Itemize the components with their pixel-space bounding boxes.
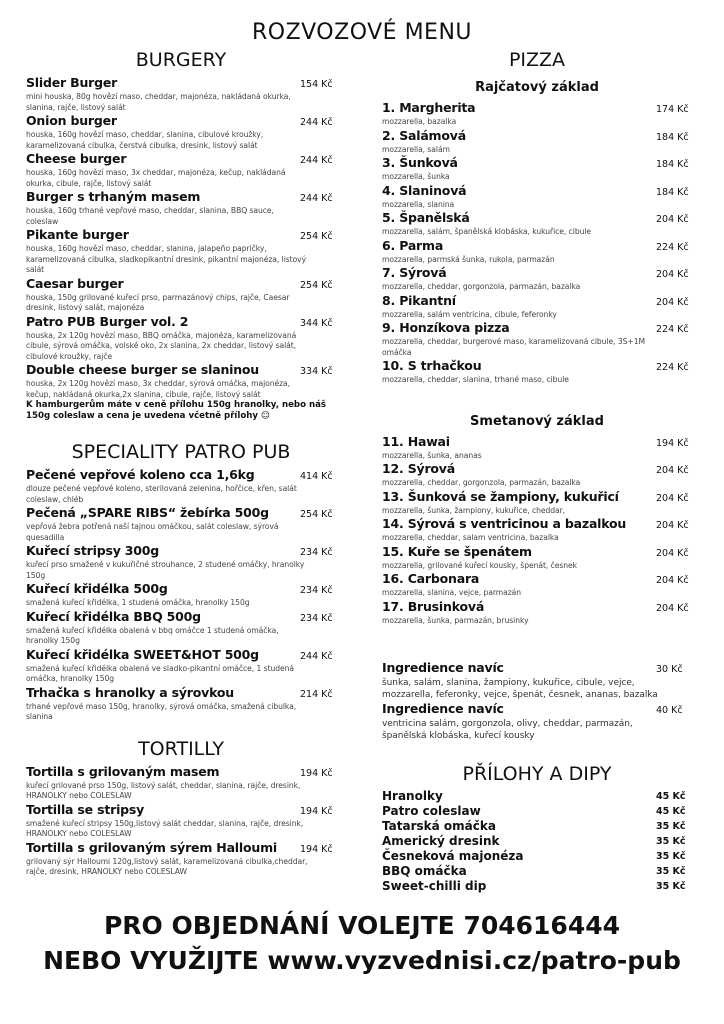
footer-website: NEBO VYUŽIJTE www.vyzvednisi.cz/patro-pub <box>43 946 681 975</box>
menu-item-description: mozzarella, šunka <box>382 172 450 181</box>
menu-item-price: 204 Kč <box>656 492 689 504</box>
menu-item-description: houska, 160g hovězí maso, cheddar, slanina, jalapeño papričky, karamelizovaná cibulka, sladkopikantní dresink, pikantní majonéza, listový salát <box>26 244 307 274</box>
menu-item <box>382 100 692 128</box>
menu-item-price: 244 Kč <box>300 193 333 204</box>
side-item-price: 35 Kč <box>656 881 686 892</box>
menu-item-name: Double cheese burger se slaninou <box>26 362 260 377</box>
menu-item <box>382 599 692 627</box>
pizza-cream-list <box>382 434 692 627</box>
menu-item-name: 5. Španělská <box>382 210 470 225</box>
menu-item <box>382 434 692 462</box>
menu-item-name: Tortilla s grilovaným masem <box>26 763 220 779</box>
menu-item <box>26 609 336 647</box>
menu-item-description: smažené kuřecí stripsy 150g,listový salát cheddar, slanina, rajče, dresink, HRANOLKY nebo COLESLAW <box>26 818 304 838</box>
menu-item-header <box>26 189 336 206</box>
menu-item <box>26 467 336 505</box>
menu-item-price: 184 Kč <box>656 186 689 198</box>
subsection-title-tomato: Rajčatový základ <box>475 80 599 95</box>
menu-item-header <box>26 276 336 293</box>
menu-item-description: mozzarella, salám <box>382 144 450 154</box>
menu-item-description: mozzarella, slanina, vejce, parmazán <box>382 588 522 597</box>
menu-item-price: 334 Kč <box>300 366 333 377</box>
menu-item <box>382 544 692 572</box>
menu-item-name: Tortilla s grilovaným sýrem Halloumi <box>26 839 277 855</box>
menu-item-name: 6. Parma <box>382 237 444 253</box>
menu-item-header <box>26 647 336 664</box>
right-column <box>382 48 692 894</box>
menu-item-header <box>26 609 336 626</box>
menu-item-header <box>382 265 692 282</box>
menu-item-name: Ingredience navíc <box>382 660 504 675</box>
menu-item <box>382 701 692 742</box>
menu-item <box>382 660 692 701</box>
menu-item-description: grilovaný sýr Halloumi 120g,listový salát, karamelizovaná cibulka,cheddar, rajče, dresink, HRANOLKY nebo COLESLAW <box>26 856 308 876</box>
menu-item-header <box>382 238 692 255</box>
menu-item-description: mozzarella, cheddar, gorgonzola, parmazán, bazalka <box>382 282 581 291</box>
menu-item-price: 234 Kč <box>300 612 333 624</box>
menu-item-price: 244 Kč <box>300 117 333 128</box>
menu-item-price: 244 Kč <box>300 650 333 662</box>
menu-item-header <box>26 113 336 130</box>
menu-item-header <box>382 489 692 506</box>
menu-item-header <box>382 544 692 561</box>
side-item <box>382 804 692 819</box>
menu-item-header <box>26 227 336 244</box>
side-item-price: 35 Kč <box>656 836 686 847</box>
menu-item-name: 9. Honzíkova pizza <box>382 320 510 335</box>
menu-item-description: šunka, salám, slanina, žampiony, kukuřice, cibule, vejce, mozzarella, feferonky, vejce, špenát, česnek, ananas, bazalka <box>382 678 658 700</box>
menu-item-price: 254 Kč <box>300 509 333 520</box>
menu-item-description: houska, 160g trhané vepřové maso, cheddar, slanina, BBQ sauce, coleslaw <box>26 206 274 226</box>
menu-item-description: mozzarella, šunka, parmazán, brusinky <box>382 615 529 625</box>
side-item-name: Americký dresink <box>382 834 500 848</box>
side-item <box>382 864 692 879</box>
menu-item-header <box>26 581 336 598</box>
menu-item <box>382 293 692 321</box>
menu-item-header <box>26 314 336 331</box>
menu-item-description: kuřecí grilované prso 150g, listový salát, cheddar, slanina, rajče, dresink, HRANOLKY nebo COLESLAW <box>26 780 301 800</box>
menu-item <box>26 227 336 276</box>
menu-item-name: 4. Slaninová <box>382 182 467 198</box>
side-item-price: 35 Kč <box>656 851 686 862</box>
menu-item-name: Kuřecí křidélka SWEET&HOT 500g <box>26 646 259 662</box>
menu-item <box>26 189 336 227</box>
side-item <box>382 834 692 849</box>
menu-item <box>26 764 336 802</box>
tortilly-list <box>26 764 336 878</box>
menu-item-header <box>382 434 692 451</box>
menu-item-description: houska, 150g grilované kuřecí prso, parmazánový chips, rajče, Caesar dresink, listový salát, majonéza <box>26 292 290 312</box>
menu-item <box>26 314 336 363</box>
extras-list <box>382 660 692 742</box>
section-title-burgery: BURGERY <box>135 49 227 71</box>
menu-item-description: trhané vepřové maso 150g, hranolky, sýrová omáčka, smažená cibulka, slanina <box>26 701 297 721</box>
menu-item <box>382 155 692 183</box>
menu-item-name: 7. Sýrová <box>382 265 447 280</box>
menu-item <box>26 543 336 581</box>
menu-item-price: 204 Kč <box>656 465 689 476</box>
menu-item-name: Ingredience navíc <box>382 701 504 716</box>
menu-item-price: 194 Kč <box>656 437 689 449</box>
section-title-tortilly: TORTILLY <box>138 737 224 760</box>
menu-item-description: smažená kuřecí křidélka, 1 studená omáčka, hranolky 150g <box>26 598 250 607</box>
menu-item-name: Trhačka s hranolky a sýrovkou <box>26 684 234 700</box>
burger-side-note: K hamburgerům máte v ceně přílohu 150g hranolky, nebo náš 150g coleslaw a cena je uvedena včetně přílohy ☺ <box>26 400 327 421</box>
menu-item <box>382 210 692 238</box>
menu-item-name: 8. Pikantní <box>382 292 456 308</box>
menu-item <box>26 75 336 113</box>
menu-item-price: 204 Kč <box>656 547 689 559</box>
burgery-list <box>26 75 336 400</box>
menu-item-description: mozzarella, šunka, ananas <box>382 450 482 460</box>
menu-item-header <box>382 100 692 117</box>
menu-item-header <box>382 358 692 375</box>
menu-item-price: 234 Kč <box>300 585 333 596</box>
menu-item-name: Tortilla se stripsy <box>26 801 145 817</box>
menu-item-name: 3. Šunková <box>382 155 458 170</box>
menu-item <box>26 505 336 543</box>
menu-item-header <box>26 840 336 857</box>
menu-item-header <box>26 467 336 484</box>
menu-item-description: vepřová žebra potřená naší tajnou omáčkou, salát coleslaw, sýrová quesadilla <box>26 522 279 542</box>
menu-item-description: mozzarella, salám ventricina, cibule, feferonky <box>382 309 557 319</box>
menu-item <box>26 276 336 314</box>
menu-item-price: 174 Kč <box>656 104 689 115</box>
side-item-name: Česneková majonéza <box>382 849 524 863</box>
menu-item-description: mozzarella, parmská šunka, rukola, parmazán <box>382 254 555 264</box>
speciality-list <box>26 467 336 723</box>
side-item-price: 35 Kč <box>656 866 686 877</box>
menu-item-price: 204 Kč <box>656 575 689 586</box>
menu-item-price: 194 Kč <box>300 843 333 855</box>
menu-item-header <box>26 764 336 781</box>
menu-item-price: 204 Kč <box>656 269 689 280</box>
menu-item-name: 13. Šunková se žampiony, kukuřicí <box>382 488 619 504</box>
menu-item-price: 214 Kč <box>300 688 333 700</box>
menu-item-name: 15. Kuře se špenátem <box>382 543 532 559</box>
menu-item-header <box>26 505 336 522</box>
menu-item-name: Kuřecí stripsy 300g <box>26 543 160 558</box>
menu-item-header <box>382 293 692 310</box>
pizza-tomato-list <box>382 100 692 386</box>
menu-item-header <box>382 599 692 616</box>
menu-item <box>26 685 336 723</box>
menu-item-name: Burger s trhaným masem <box>26 189 201 204</box>
menu-item-name: 16. Carbonara <box>382 571 480 586</box>
menu-item <box>26 151 336 189</box>
menu-item-header <box>382 128 692 145</box>
menu-item-header <box>382 210 692 227</box>
menu-item-name: Pikante burger <box>26 227 129 242</box>
menu-title: ROZVOZOVÉ MENU <box>251 20 473 45</box>
menu-item-header <box>382 320 692 337</box>
menu-item-name: Cheese burger <box>26 151 127 166</box>
menu-item-description: mozzarella, šunka, žampiony, kukuřice, cheddar, <box>382 505 566 515</box>
menu-item-description: mozzarella, cheddar, salam ventricina, bazalka <box>382 533 559 542</box>
menu-item <box>26 647 336 685</box>
menu-item-name: Pečená „SPARE RIBS“ žebírka 500g <box>26 505 269 520</box>
sides-list <box>382 789 692 894</box>
menu-item-price: 204 Kč <box>656 520 689 531</box>
section-title-sides: PŘÍLOHY A DIPY <box>462 763 612 785</box>
side-item-name: Patro coleslaw <box>382 804 481 818</box>
menu-item-description: houska, 2x 120g hovězí maso, BBQ omáčka, majonéza, karamelizovaná cibule, sýrová omáčka, volské oko, 2x slanina, 2x cheddar, listový salát, cibulové kroužky, rajče <box>26 330 297 361</box>
menu-item-name: 10. S trhačkou <box>382 358 482 373</box>
menu-item-price: 204 Kč <box>656 214 689 225</box>
menu-item-description: mini houska, 80g hovězí maso, cheddar, majonéza, nakládaná okurka, slanina, rajče, listový salát <box>26 92 291 112</box>
menu-item <box>382 320 692 358</box>
menu-item-price: 414 Kč <box>300 471 333 482</box>
menu-item-price: 344 Kč <box>300 317 333 329</box>
menu-item-header <box>382 516 692 533</box>
menu-item-header <box>382 183 692 200</box>
menu-item-header <box>26 75 336 92</box>
menu-item-price: 40 Kč <box>656 705 683 716</box>
side-item-name: Tatarská omáčka <box>382 819 496 833</box>
section-title-speciality: SPECIALITY PATRO PUB <box>71 441 291 463</box>
menu-item-description: mozzarella, bazalka <box>382 117 457 126</box>
menu-item <box>26 840 336 878</box>
side-item <box>382 849 692 864</box>
menu-item-header <box>382 701 692 718</box>
menu-item-description: kuřecí prso smažené v kukuřičné strouhance, 2 studené omáčky, hranolky 150g <box>26 560 305 580</box>
menu-item-price: 30 Kč <box>656 664 683 675</box>
menu-item-name: 12. Sýrová <box>382 461 455 476</box>
side-item-price: 35 Kč <box>656 821 686 832</box>
menu-item <box>382 358 692 386</box>
menu-item-price: 224 Kč <box>656 241 689 253</box>
menu-item <box>26 113 336 151</box>
menu-item-name: Kuřecí křidélka BBQ 500g <box>26 608 201 624</box>
menu-item-price: 224 Kč <box>656 362 689 373</box>
menu-item-price: 184 Kč <box>656 131 689 143</box>
menu-item-price: 204 Kč <box>656 602 689 614</box>
side-item <box>382 819 692 834</box>
menu-item-header <box>26 362 336 379</box>
menu-item-price: 204 Kč <box>656 296 689 308</box>
menu-item-header <box>26 802 336 819</box>
side-item <box>382 879 692 894</box>
menu-item-name: 17. Brusinková <box>382 598 485 614</box>
menu-item-header <box>382 571 692 588</box>
side-item-name: Sweet-chilli dip <box>382 879 487 893</box>
menu-item-description: houska, 160g hovězí maso, 3x cheddar, majonéza, kečup, nakládaná okurka, cibule, rajče, listový salát <box>26 168 286 188</box>
menu-item-header <box>382 155 692 172</box>
menu-item-name: Patro PUB Burger vol. 2 <box>26 313 189 329</box>
side-item-price: 45 Kč <box>656 791 686 802</box>
menu-item-name: Onion burger <box>26 113 117 128</box>
menu-item-price: 254 Kč <box>300 279 333 291</box>
menu-item-price: 154 Kč <box>300 79 333 90</box>
menu-item-price: 194 Kč <box>300 767 333 779</box>
menu-item-name: Kuřecí křidélka 500g <box>26 581 168 596</box>
menu-item-description: houska, 160g hovězí maso, cheddar, slanina, cibulové kroužky, karamelizovaná cibulka, čerstvá cibulka, dresink, listový salát <box>26 130 264 150</box>
menu-item <box>382 461 692 489</box>
menu-item-description: mozzarella, slanina <box>382 199 455 209</box>
side-item <box>382 789 692 804</box>
menu-item-description: mozzarella, cheddar, slanina, trhané maso, cibule <box>382 375 569 384</box>
menu-item-header <box>26 151 336 168</box>
menu-item-description: houska, 2x 120g hovězí maso, 3x cheddar, sýrová omáčka, majonéza, kečup, nakládaná okurka,2x slanina, cibule, rajče, listový salát <box>26 379 291 399</box>
menu-item <box>382 516 692 544</box>
menu-item <box>382 183 692 211</box>
menu-item <box>382 238 692 266</box>
menu-item-name: 2. Salámová <box>382 127 466 143</box>
menu-item-description: smažená kuřecí křidélka obalená ve sladko-pikantní omáčce, 1 studená omáčka, hranolky 150g <box>26 663 295 683</box>
menu-item <box>382 571 692 599</box>
menu-item-description: dlouze pečené vepřové koleno, sterilovaná zelenina, hořčice, křen, salát coleslaw, chléb <box>26 484 297 504</box>
menu-item-description: ventricina salám, gorgonzola, olivy, cheddar, parmazán, španělská klobáska, kuřecí kousky <box>382 719 633 741</box>
menu-item-description: mozzarella, salám, španělská klobáska, kukuřice, cibule <box>382 227 592 236</box>
menu-item-description: mozzarella, cheddar, burgerové maso, karamelizovaná cibule, 3S+1M omáčka <box>382 337 645 357</box>
menu-item-description: mozzarella, cheddar, gorgonzola, parmazán, bazalka <box>382 478 581 487</box>
menu-item <box>26 802 336 840</box>
menu-item-price: 224 Kč <box>656 324 689 335</box>
menu-item-header <box>382 660 692 677</box>
menu-item-description: mozzarella, grilované kuřecí kousky, špenát, česnek <box>382 560 577 570</box>
menu-item-name: 14. Sýrová s ventricinou a bazalkou <box>382 516 627 531</box>
menu-item-name: 11. Hawai <box>382 433 450 449</box>
subsection-title-cream: Smetanový základ <box>470 413 604 429</box>
section-title-pizza: PIZZA <box>508 49 566 71</box>
menu-item-price: 234 Kč <box>300 547 333 558</box>
menu-item <box>382 489 692 517</box>
menu-item-price: 194 Kč <box>300 805 333 817</box>
footer-phone: PRO OBJEDNÁNÍ VOLEJTE 704616444 <box>103 911 621 940</box>
menu-item-description: smažená kuřecí křidélka obalená v bbq omáčce 1 studená omáčka, hranolky 150g <box>26 625 279 645</box>
menu-item-name: Pečené vepřové koleno cca 1,6kg <box>26 467 255 482</box>
menu-item <box>26 362 336 400</box>
menu-item <box>382 265 692 293</box>
menu-item-name: Slider Burger <box>26 75 118 90</box>
menu-item-name: 1. Margherita <box>382 100 476 115</box>
menu-item-price: 244 Kč <box>300 155 333 166</box>
menu-item-price: 254 Kč <box>300 231 333 242</box>
side-item-price: 45 Kč <box>656 806 686 817</box>
menu-item-header <box>26 685 336 702</box>
menu-item <box>382 128 692 156</box>
menu-item-price: 184 Kč <box>656 159 689 170</box>
left-column <box>26 48 336 878</box>
side-item-name: BBQ omáčka <box>382 864 467 878</box>
menu-item-name: Caesar burger <box>26 275 124 291</box>
menu-item-header <box>382 461 692 478</box>
side-item-name: Hranolky <box>382 789 443 803</box>
menu-item-header <box>26 543 336 560</box>
menu-item <box>26 581 336 609</box>
